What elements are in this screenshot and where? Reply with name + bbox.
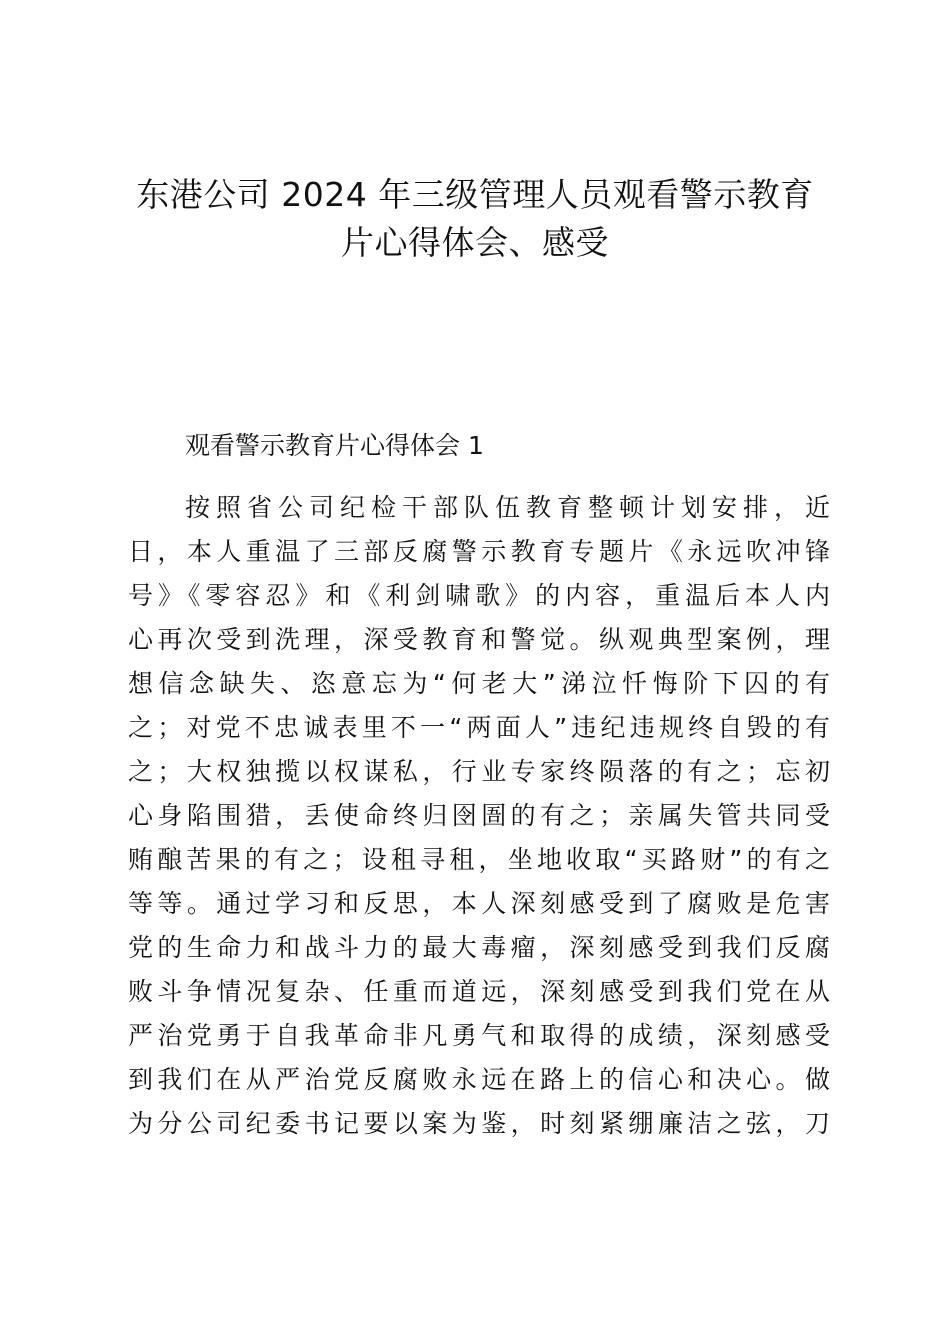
paragraph-line: 按照省公司纪检干部队伍教育整顿计划安排，近 bbox=[185, 493, 830, 522]
paragraph-line: 到我们在从严治党反腐败永远在路上的信心和决心。做 bbox=[128, 1065, 830, 1094]
paragraph-line: 之；对党不忠诚表里不一“两面人”违纪违规终自毁的有 bbox=[128, 713, 830, 742]
paragraph-line: 号》《零容忍》和《利剑啸歌》的内容，重温后本人内 bbox=[128, 581, 830, 610]
section-heading: 观看警示教育片心得体会 1 bbox=[185, 431, 484, 460]
paragraph-line: 日，本人重温了三部反腐警示教育专题片《永远吹冲锋 bbox=[128, 537, 830, 566]
paragraph-line: 贿酿苦果的有之；设租寻租，坐地收取“买路财”的有之 bbox=[128, 845, 830, 874]
document-title-line-2: 片心得体会、感受 bbox=[341, 223, 609, 262]
paragraph-line: 败斗争情况复杂、任重而道远，深刻感受到我们党在从 bbox=[128, 977, 830, 1006]
paragraph-line: 心身陷围猎，丢使命终归囹圄的有之；亲属失管共同受 bbox=[128, 801, 830, 830]
document-title-line-1: 东港公司 2024 年三级管理人员观看警示教育 bbox=[136, 175, 814, 214]
paragraph-line: 之；大权独揽以权谋私，行业专家终陨落的有之；忘初 bbox=[128, 757, 830, 786]
paragraph-line: 等等。通过学习和反思，本人深刻感受到了腐败是危害 bbox=[128, 889, 830, 918]
paragraph-line: 为分公司纪委书记要以案为鉴，时刻紧绷廉洁之弦，刀 bbox=[128, 1109, 830, 1138]
paragraph-line: 党的生命力和战斗力的最大毒瘤，深刻感受到我们反腐 bbox=[128, 933, 830, 962]
paragraph-line: 心再次受到洗理，深受教育和警觉。纵观典型案例，理 bbox=[128, 625, 830, 654]
paragraph-line: 想信念缺失、恣意忘为“何老大”涕泣忏悔阶下囚的有 bbox=[128, 669, 830, 698]
paragraph-line: 严治党勇于自我革命非凡勇气和取得的成绩，深刻感受 bbox=[128, 1021, 830, 1050]
